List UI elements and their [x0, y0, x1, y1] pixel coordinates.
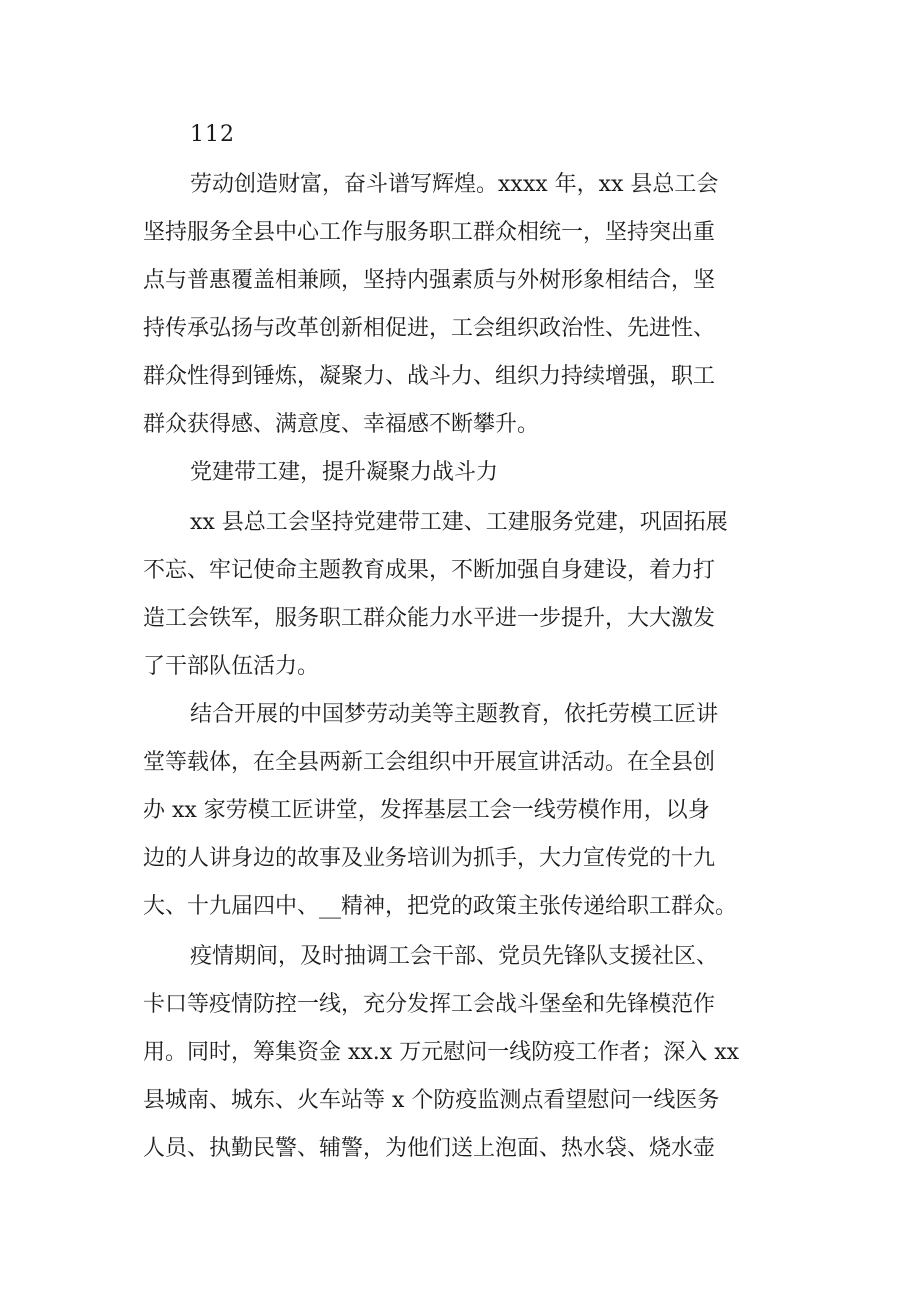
text-line: 办 xx 家劳模工匠讲堂，发挥基层工会一线劳模作用，以身: [143, 798, 710, 823]
text-line: 劳动创造财富，奋斗谱写辉煌。xxxx 年，xx 县总工会: [190, 172, 719, 197]
section-heading: 党建带工建，提升凝聚力战斗力: [190, 460, 499, 485]
text-line: 县城南、城东、火车站等 x 个防疫监测点看望慰问一线医务: [143, 1088, 720, 1113]
text-line: 造工会铁军，服务职工群众能力水平进一步提升，大大激发: [143, 606, 716, 631]
text-line: 疫情期间，及时抽调工会干部、党员先锋队支援社区、: [190, 944, 719, 969]
text-line: 边的人讲身边的故事及业务培训为抓手，大力宣传党的十九: [143, 846, 716, 871]
text-line: 堂等载体，在全县两新工会组织中开展宣讲活动。在全县创: [143, 750, 716, 775]
text-line: 人员、执勤民警、辅警，为他们送上泡面、热水袋、烧水壶: [143, 1136, 716, 1161]
text-line: 了干部队伍活力。: [143, 654, 320, 679]
text-line: 大、十九届四中、__精神，把党的政策主张传递给职工群众。: [143, 894, 738, 919]
text-line: 卡口等疫情防控一线，充分发挥工会战斗堡垒和先锋模范作: [143, 992, 716, 1017]
text-line: 群众性得到锤炼，凝聚力、战斗力、组织力持续增强，职工: [143, 364, 716, 389]
page-number: 112: [190, 122, 235, 147]
text-line: 持传承弘扬与改革创新相促进，工会组织政治性、先进性、: [143, 316, 716, 341]
text-line: 坚持服务全县中心工作与服务职工群众相统一，坚持突出重: [143, 220, 716, 245]
text-line: 群众获得感、满意度、幸福感不断攀升。: [143, 412, 540, 437]
text-line: 不忘、牢记使命主题教育成果，不断加强自身建设，着力打: [143, 558, 716, 583]
text-line: 结合开展的中国梦劳动美等主题教育，依托劳模工匠讲: [190, 702, 719, 727]
text-line: 用。同时，筹集资金 xx.x 万元慰问一线防疫工作者；深入 xx: [143, 1040, 740, 1065]
text-line: xx 县总工会坚持党建带工建、工建服务党建，巩固拓展: [190, 510, 728, 535]
text-line: 点与普惠覆盖相兼顾，坚持内强素质与外树形象相结合，坚: [143, 268, 716, 293]
